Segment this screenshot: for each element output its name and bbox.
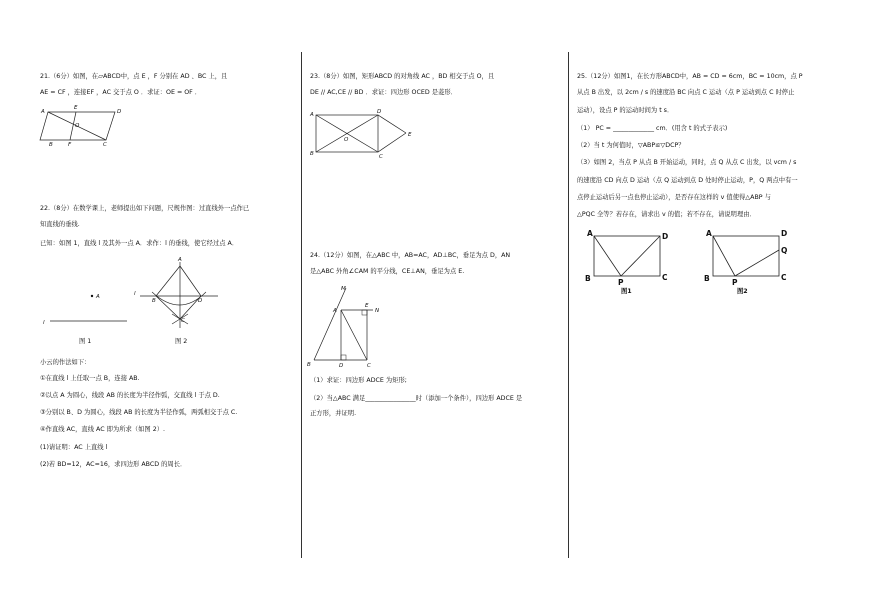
q25-sub-question-2: （2）当 t 为何值时，▽ABP≌▽DCP？ (577, 142, 685, 149)
q24-label-a: A (333, 308, 337, 314)
q21-label-a: A (41, 109, 45, 115)
q22-step-4: ④作直线 AC，直线 AC 即为所求（如图 2）. (40, 426, 166, 433)
q21-label-d: D (117, 109, 122, 115)
q25-line-2: 从点 B 出发，以 2cm / s 的速度沿 BC 向点 C 运动（点 P 运动到点 C 时停止 (577, 89, 795, 96)
q24-sub-question-1: （1）求证：四边形 ADCE 为矩形; (310, 377, 407, 384)
q22-fig2-label-a: A (178, 257, 182, 263)
q21-label-b: B (49, 142, 53, 148)
q22-fig1-label-a: A (96, 294, 100, 300)
q25-fig1-label-p: P (618, 278, 624, 287)
q24-line-1: 24.（12分）如图，在△ABC 中，AB=AC，AD⊥BC，垂足为点 D，AN (310, 252, 511, 259)
q24-label-e: E (365, 303, 369, 309)
q24-sub-question-2-cont: 正方形，并证明. (310, 410, 357, 417)
q25-fig1-label-a: A (587, 229, 593, 238)
q22-fig1-label-l: l (43, 320, 45, 326)
q24-label-c: C (367, 363, 371, 369)
q22-fig2-label-b: B (152, 298, 156, 304)
q23-label-d: D (377, 109, 382, 115)
q22-sub-question-1: (1)请证明：AC 上直线 l (40, 444, 108, 451)
q25-sub-question-3b: 的速度沿 CD 向点 D 运动（点 Q 运动到点 D 处时停止运动，P，Q 两点中有一 (577, 177, 798, 184)
q25-fig2-label-c: C (781, 273, 787, 282)
q22-line-1: 22.（8分）在数学课上，老师提出如下问题，尺规作图：过直线外一点作已 (40, 205, 250, 212)
q25-line-3: 运动），设点 P 的运动时间为 t s． (577, 107, 674, 114)
column-divider-1 (301, 52, 302, 558)
q22-fig2-label-l: l (134, 291, 136, 297)
q25-sub-question-3a: （3）如图 2，当点 P 从点 B 开始运动，同时，点 Q 从点 C 出发，以 vcm / s (577, 159, 797, 166)
q21-label-c: C (103, 142, 107, 148)
q25-sub-question-3d: △PQC 全等？若存在，请求出 v 的值；若不存在，请说明理由． (577, 211, 756, 218)
q25-sub-question-3c: 点停止运动后另一点也停止运动），是否存在这样的 v 值使得△ABP 与 (577, 194, 771, 201)
q23-label-o: O (344, 137, 349, 143)
q22-sub-question-2: (2)若 BD=12，AC=16，求四边形 ABCD 的周长． (40, 461, 187, 468)
q24-line-2: 是△ABC 外角∠CAM 的平分线，CE⊥AN，垂足为点 E. (310, 268, 465, 275)
q22-line-3: 已知：如图 1，直线 l 及其外一点 A．求作：l 的垂线，使它经过点 A． (40, 240, 239, 247)
q21-label-f: F (68, 142, 72, 148)
q23-label-e: E (408, 132, 412, 138)
q25-sub-question-1: （1） PC = _____________ cm．(用含 t 的式子表示) (577, 125, 728, 132)
q22-step-2: ②以点 A 为圆心，线段 AB 的长度为半径作弧，交直线 l 于点 D. (40, 392, 220, 399)
q25-fig1-label-d: D (662, 232, 669, 241)
q25-line-1: 25.（12分）如图1，在长方形ABCD中，AB = CD = 6cm，BC = 10cm，点 P (577, 73, 803, 80)
q21-line-1: 21.（6分）如图，在▱ABCD中，点 E ，F 分别在 AD 、BC 上，且 (40, 73, 228, 80)
q22-fig2-label-c: C (181, 318, 185, 324)
q25-figure-2 (704, 228, 794, 288)
q23-label-c: C (379, 154, 383, 160)
q21-parallelogram-figure (40, 103, 120, 149)
q24-label-m: M (341, 286, 346, 292)
column-divider-2 (568, 52, 569, 558)
q24-label-b: B (307, 362, 311, 368)
q21-label-e: E (74, 105, 78, 111)
q25-fig1-label-c: C (662, 273, 668, 282)
q24-sub-question-2: （2）当△ABC 满足________________时（添加一个条件），四边形 ADCE 是 (310, 395, 523, 402)
q22-figure-2-caption: 图 2 (175, 338, 188, 345)
q25-fig1-label-b: B (585, 274, 591, 283)
q22-figure-1-caption: 图 1 (79, 338, 92, 345)
q22-figure-2 (134, 256, 224, 336)
q24-label-d: D (339, 363, 344, 369)
q25-fig2-label-d: D (781, 229, 788, 238)
q25-figure-1 (585, 228, 675, 288)
q24-triangle-figure (305, 284, 385, 370)
q25-figure-2-caption: 图2 (737, 288, 748, 295)
q25-figure-1-caption: 图1 (621, 288, 632, 295)
q21-label-o: O (75, 123, 80, 129)
q25-fig2-label-p: P (732, 278, 738, 287)
q25-fig2-label-a: A (706, 229, 712, 238)
q23-line-1: 23.（8分）如图，矩形ABCD 的对角线 AC ，BD 相交于点 O，且 (310, 73, 495, 80)
q21-line-2: AE = CF ，连接EF ，AC 交于点 O ．求证：OE = OF ． (40, 89, 202, 96)
q25-fig2-label-b: B (704, 274, 710, 283)
q22-steps-intro: 小云的作法如下： (40, 359, 91, 366)
q24-label-n: N (375, 308, 380, 314)
q25-fig2-label-q: Q (781, 246, 788, 255)
q22-step-1: ①在直线 l 上任取一点 B，连接 AB. (40, 375, 140, 382)
q22-step-3: ③分别以 B、D 为圆心，线段 AB 的长度为半径作弧，两弧相交于点 C. (40, 409, 238, 416)
q23-rectangle-figure (310, 109, 420, 159)
q23-line-2: DE // AC,CE // BD ．求证：四边形 OCED 是菱形． (310, 89, 457, 96)
q22-fig2-label-d: D (198, 298, 203, 304)
q22-line-2: 知直线的垂线. (40, 221, 80, 228)
q23-label-b: B (310, 151, 314, 157)
q23-label-a: A (310, 112, 314, 118)
